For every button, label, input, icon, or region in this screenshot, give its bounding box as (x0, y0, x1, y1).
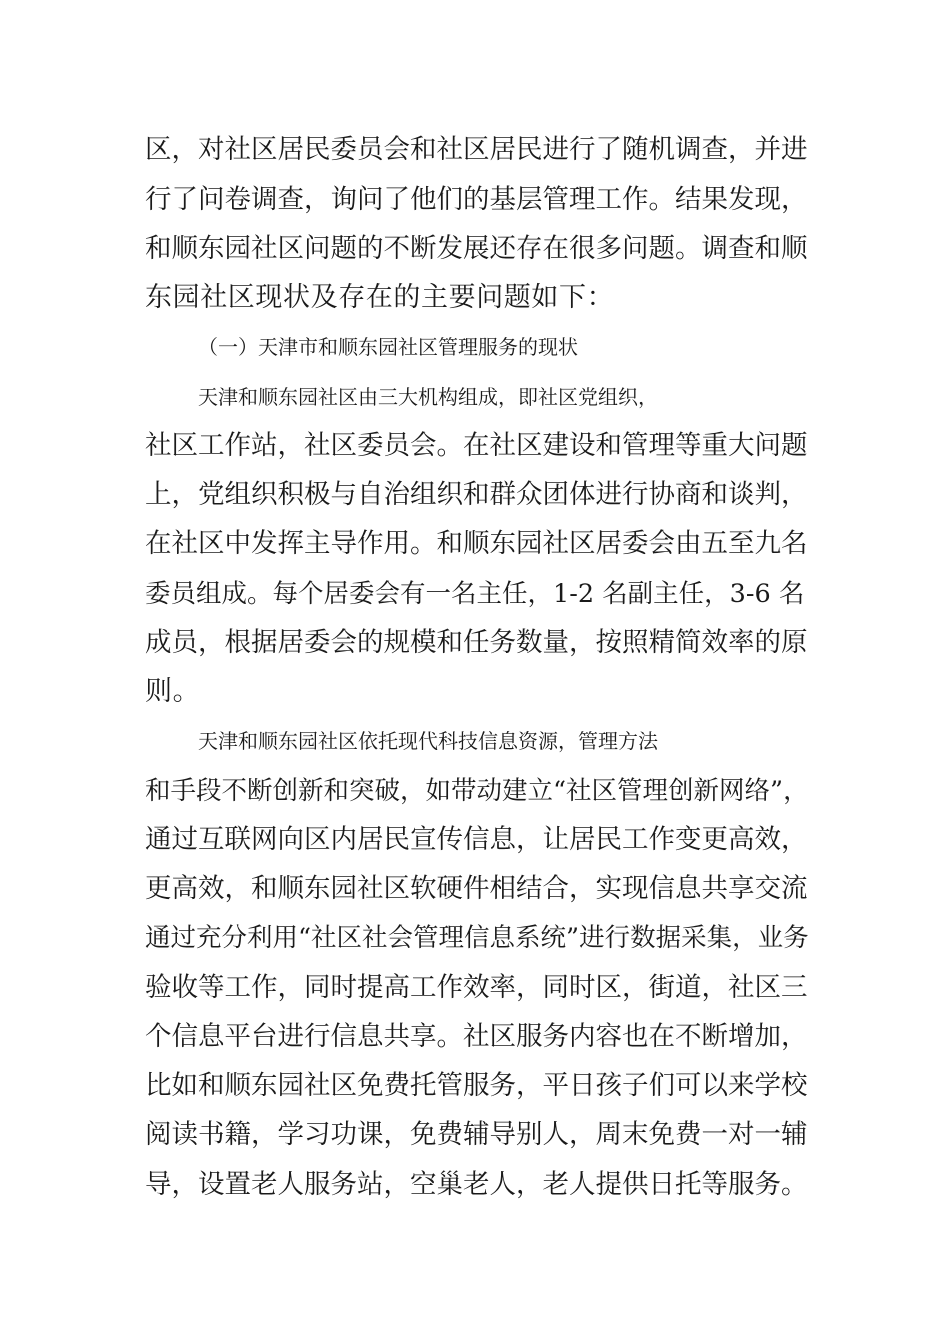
text-line: 天津和顺东园社区依托现代科技信息资源，管理方法 (198, 729, 658, 753)
text-line: 在社区中发挥主导作用。和顺东园社区居委会由五至九名 (145, 528, 808, 559)
text-line: 阅读书籍，学习功课，免费辅导别人，周末免费一对一辅 (145, 1119, 808, 1150)
text-line: 验收等工作，同时提高工作效率，同时区，街道，社区三 (145, 972, 808, 1003)
text-line: 区，对社区居民委员会和社区居民进行了随机调查，并进 (145, 134, 808, 165)
text-line: 委员组成。每个居委会有一名主任，1-2 名副主任，3-6 名 (145, 579, 805, 609)
text-line: 和手段不断创新和突破，如带动建立“社区管理创新网络”， (145, 776, 809, 806)
text-line: 通过充分利用“社区社会管理信息系统”进行数据采集，业务 (145, 923, 809, 953)
text-line: 天津和顺东园社区由三大机构组成，即社区党组织， (198, 385, 658, 409)
text-line: 成员，根据居委会的规模和任务数量，按照精简效率的原 (145, 627, 808, 658)
text-line: 个信息平台进行信息共享。社区服务内容也在不断增加， (145, 1021, 808, 1052)
text-line: 更高效，和顺东园社区软硬件相结合，实现信息共享交流 (145, 873, 808, 904)
text-line: 则。 (145, 676, 201, 707)
text-line: 东园社区现状及存在的主要问题如下： (145, 282, 615, 313)
text-line: 和顺东园社区问题的不断发展还存在很多问题。调查和顺 (145, 233, 808, 264)
text-line: 上，党组织积极与自治组织和群众团体进行协商和谈判， (145, 479, 808, 510)
text-line: 比如和顺东园社区免费托管服务，平日孩子们可以来学校 (145, 1070, 808, 1101)
section-heading: （一）天津市和顺东园社区管理服务的现状 (198, 335, 578, 359)
text-line: 导，设置老人服务站，空巢老人，老人提供日托等服务。 (145, 1169, 808, 1200)
text-line: 行了问卷调查，询问了他们的基层管理工作。结果发现， (145, 184, 808, 215)
text-line: 通过互联网向区内居民宣传信息，让居民工作变更高效， (145, 824, 808, 855)
text-line: 社区工作站，社区委员会。在社区建设和管理等重大问题 (145, 430, 808, 461)
